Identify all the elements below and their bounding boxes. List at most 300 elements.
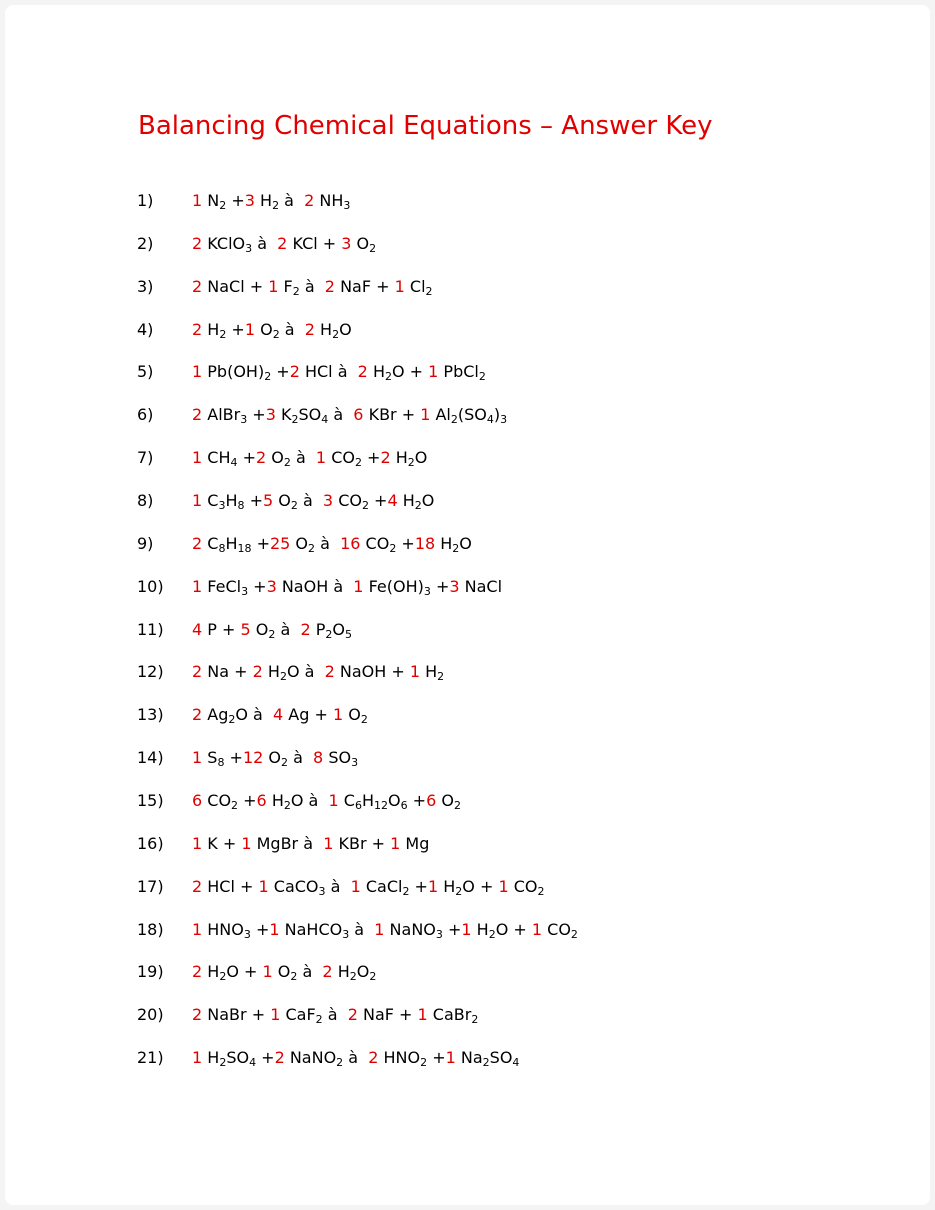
- formula-text: +: [251, 533, 270, 553]
- coefficient: 2: [192, 233, 203, 253]
- formula-text: O: [388, 790, 401, 810]
- subscript: 2: [292, 284, 300, 298]
- subscript: 4: [321, 413, 329, 427]
- subscript: 2: [402, 884, 410, 898]
- formula-text: CH: [202, 448, 231, 468]
- subscript: 3: [343, 199, 351, 212]
- subscript: 2: [482, 1056, 490, 1069]
- formula-text: Na: [455, 1048, 483, 1067]
- formula-text: SO: [323, 748, 352, 768]
- subscript: 2: [360, 713, 368, 727]
- coefficient: 5: [262, 490, 274, 510]
- coefficient: 1: [332, 705, 344, 725]
- formula-text: à: [275, 619, 301, 639]
- coefficient: 2: [368, 1048, 379, 1067]
- subscript: 2: [219, 1056, 227, 1069]
- equation-number: 1): [137, 191, 154, 210]
- subscript: 2: [452, 541, 460, 555]
- coefficient: 2: [300, 619, 311, 639]
- formula-text: H: [420, 662, 438, 682]
- equation-number: 20): [137, 1005, 164, 1025]
- equation-text: [192, 1004, 478, 1026]
- subscript: 2: [349, 970, 357, 984]
- equation-text: [192, 576, 502, 598]
- subscript: 3: [500, 413, 508, 427]
- equation-text: [192, 704, 368, 726]
- equation-number: 6): [137, 405, 154, 425]
- coefficient: 3: [449, 576, 460, 596]
- equation-text: [192, 361, 486, 383]
- formula-text: +: [244, 490, 263, 510]
- subscript: 4: [230, 456, 238, 470]
- subscript: 2: [414, 498, 422, 512]
- formula-text: O: [459, 533, 472, 553]
- formula-text: à: [299, 276, 325, 296]
- equation-number: 12): [137, 662, 164, 682]
- subscript: 2: [290, 970, 298, 984]
- formula-text: à: [322, 1005, 348, 1025]
- coefficient: 1: [192, 919, 203, 939]
- subscript: 2: [389, 541, 397, 555]
- formula-text: NaHCO: [279, 919, 343, 939]
- coefficient: 6: [426, 790, 437, 810]
- subscript: 2: [290, 498, 298, 512]
- formula-text: O: [339, 319, 352, 339]
- equation-number: 11): [137, 619, 164, 639]
- formula-text: +: [271, 362, 290, 382]
- formula-text: à: [315, 533, 341, 553]
- coefficient: 2: [324, 276, 335, 296]
- coefficient: 2: [357, 362, 368, 382]
- coefficient: 1: [192, 1048, 203, 1067]
- coefficient: 2: [289, 362, 300, 382]
- coefficient: 2: [380, 448, 391, 468]
- formula-text: O +: [226, 962, 263, 982]
- formula-text: O à: [290, 790, 329, 810]
- formula-text: CO: [508, 876, 538, 896]
- equation-text: [192, 404, 507, 426]
- formula-text: O: [290, 533, 309, 553]
- formula-text: O +: [391, 362, 429, 382]
- subscript: 3: [318, 884, 326, 898]
- formula-text: H: [262, 662, 280, 682]
- formula-text: Cl: [404, 276, 426, 296]
- formula-text: SO: [298, 405, 322, 425]
- coefficient: 2: [192, 276, 203, 296]
- formula-text: +: [368, 490, 388, 510]
- coefficient: 6: [192, 790, 203, 810]
- formula-text: NaF +: [357, 1005, 418, 1025]
- subscript: 3: [218, 498, 226, 512]
- equation-number: 2): [137, 233, 154, 253]
- coefficient: 1: [417, 1005, 428, 1025]
- subscript: 2: [231, 798, 239, 812]
- subscript: 2: [450, 413, 458, 427]
- formula-text: O: [250, 619, 269, 639]
- formula-text: +: [430, 576, 450, 596]
- equation-text: [192, 490, 434, 512]
- formula-text: à: [349, 919, 375, 939]
- subscript: 2: [280, 756, 288, 770]
- equation-text: [192, 533, 472, 555]
- equation-text: [192, 319, 352, 341]
- subscript: 2: [264, 370, 272, 384]
- coefficient: 2: [192, 533, 203, 553]
- coefficient: 1: [428, 362, 439, 382]
- coefficient: 18: [414, 533, 436, 553]
- coefficient: 2: [192, 405, 203, 425]
- subscript: 3: [435, 927, 443, 941]
- formula-text: CaCl: [360, 876, 403, 896]
- equation-text: [192, 276, 433, 298]
- coefficient: 2: [304, 319, 315, 339]
- coefficient: 2: [347, 1005, 358, 1025]
- formula-text: CaF: [280, 1005, 316, 1025]
- formula-text: AlBr: [202, 405, 241, 425]
- formula-text: O: [263, 748, 281, 768]
- equation-text: [192, 619, 352, 641]
- formula-text: KCl +: [287, 233, 342, 253]
- coefficient: 25: [269, 533, 291, 553]
- formula-text: CO: [360, 533, 390, 553]
- formula-text: O: [332, 619, 345, 639]
- subscript: 2: [361, 498, 369, 512]
- formula-text: HNO: [378, 1048, 421, 1067]
- coefficient: 1: [427, 876, 439, 896]
- coefficient: 1: [192, 576, 203, 596]
- formula-text: O +: [462, 876, 499, 896]
- subscript: 2: [471, 1013, 479, 1027]
- page-title: Balancing Chemical Equations – Answer Key: [138, 111, 713, 141]
- coefficient: 1: [461, 919, 472, 939]
- equation-text: [192, 447, 427, 469]
- formula-text: ): [493, 405, 501, 425]
- formula-text: O: [421, 490, 435, 510]
- formula-text: K: [275, 405, 292, 425]
- subscript: 5: [344, 627, 352, 641]
- formula-text: +: [248, 576, 267, 596]
- coefficient: 1: [270, 1005, 281, 1025]
- equation-number: 16): [137, 833, 164, 853]
- subscript: 3: [245, 241, 253, 255]
- formula-text: (SO: [457, 405, 487, 425]
- subscript: 4: [249, 1056, 257, 1069]
- coefficient: 1: [241, 833, 252, 853]
- formula-text: O: [356, 962, 370, 982]
- formula-text: FeCl: [202, 576, 242, 596]
- formula-text: NaOH +: [334, 662, 410, 682]
- coefficient: 2: [192, 662, 203, 682]
- subscript: 2: [369, 970, 377, 984]
- coefficient: 3: [341, 233, 352, 253]
- subscript: 2: [420, 1056, 428, 1069]
- subscript: 2: [283, 456, 291, 470]
- formula-text: Pb(OH): [202, 362, 265, 382]
- coefficient: 3: [266, 576, 277, 596]
- formula-text: CaBr: [427, 1005, 472, 1025]
- formula-text: à: [297, 962, 323, 982]
- subscript: 3: [423, 584, 431, 598]
- equation-number: 10): [137, 576, 164, 596]
- formula-text: à: [290, 448, 316, 468]
- subscript: 18: [237, 541, 252, 555]
- equation-number: 18): [137, 919, 164, 939]
- equation-number: 17): [137, 876, 164, 896]
- formula-text: KClO: [202, 233, 246, 253]
- subscript: 2: [279, 670, 287, 684]
- coefficient: 2: [252, 662, 263, 682]
- formula-text: O +: [495, 919, 532, 939]
- subscript: 3: [241, 584, 249, 598]
- coefficient: 1: [350, 876, 361, 896]
- coefficient: 4: [387, 490, 398, 510]
- formula-text: +: [238, 790, 257, 810]
- subscript: 6: [400, 798, 408, 812]
- coefficient: 3: [265, 405, 276, 425]
- equation-text: [192, 1047, 519, 1069]
- equation-number: 3): [137, 276, 154, 296]
- coefficient: 1: [328, 790, 339, 810]
- formula-text: CO: [326, 448, 355, 468]
- coefficient: 6: [256, 790, 267, 810]
- equation-text: [192, 661, 444, 683]
- formula-text: à: [297, 490, 323, 510]
- subscript: 2: [488, 927, 496, 941]
- formula-text: +: [396, 533, 415, 553]
- coefficient: 1: [244, 319, 255, 339]
- formula-text: SO: [489, 1048, 513, 1067]
- coefficient: 1: [269, 919, 280, 939]
- formula-text: NaNO: [284, 1048, 337, 1067]
- equation-number: 15): [137, 790, 164, 810]
- subscript: 8: [217, 756, 225, 770]
- formula-text: CaCO: [268, 876, 319, 896]
- equation-text: [192, 833, 429, 855]
- formula-text: +: [247, 405, 266, 425]
- formula-text: O: [273, 490, 291, 510]
- subscript: 3: [240, 413, 248, 427]
- coefficient: 3: [322, 490, 334, 510]
- formula-text: N: [202, 191, 220, 210]
- equation-number: 9): [137, 533, 154, 553]
- formula-text: H: [202, 1048, 220, 1067]
- equation-number: 19): [137, 962, 164, 982]
- formula-text: NH: [314, 191, 344, 210]
- formula-text: à: [279, 191, 305, 210]
- formula-text: P: [310, 619, 326, 639]
- formula-text: +: [226, 191, 245, 210]
- formula-text: H: [367, 362, 385, 382]
- equation-number: 13): [137, 705, 164, 725]
- formula-text: H: [435, 533, 453, 553]
- formula-text: +: [427, 1048, 446, 1067]
- subscript: 2: [437, 670, 445, 684]
- formula-text: à: [279, 319, 305, 339]
- formula-text: H: [202, 319, 220, 339]
- formula-text: NaNO: [384, 919, 436, 939]
- formula-text: +: [237, 448, 256, 468]
- formula-text: +: [407, 790, 427, 810]
- subscript: 2: [228, 713, 236, 727]
- equation-number: 5): [137, 362, 154, 382]
- formula-text: C: [202, 490, 219, 510]
- formula-text: O: [436, 790, 454, 810]
- subscript: 3: [243, 927, 251, 941]
- formula-text: O: [266, 448, 284, 468]
- equation-text: [192, 961, 376, 983]
- subscript: 3: [351, 756, 359, 770]
- coefficient: 4: [273, 705, 284, 725]
- formula-text: +: [250, 919, 270, 939]
- formula-text: P +: [202, 619, 241, 639]
- coefficient: 3: [244, 191, 255, 210]
- equation-number: 8): [137, 490, 154, 510]
- coefficient: 1: [420, 405, 431, 425]
- formula-text: Mg: [400, 833, 430, 853]
- coefficient: 2: [324, 662, 335, 682]
- subscript: 2: [384, 370, 392, 384]
- coefficient: 1: [262, 962, 273, 982]
- subscript: 2: [336, 1056, 344, 1069]
- subscript: 2: [219, 199, 227, 212]
- formula-text: KBr +: [333, 833, 391, 853]
- subscript: 2: [425, 284, 433, 298]
- formula-text: NaOH à: [276, 576, 354, 596]
- formula-text: CO: [542, 919, 571, 939]
- coefficient: 1: [374, 919, 385, 939]
- formula-text: H: [254, 191, 273, 210]
- subscript: 2: [268, 627, 276, 641]
- subscript: 3: [342, 927, 350, 941]
- formula-text: HNO: [202, 919, 244, 939]
- coefficient: 2: [192, 705, 203, 725]
- coefficient: 1: [268, 276, 279, 296]
- subscript: 6: [354, 798, 362, 812]
- coefficient: 1: [498, 876, 509, 896]
- coefficient: 2: [192, 876, 203, 896]
- formula-text: NaF +: [334, 276, 395, 296]
- formula-text: K +: [202, 833, 242, 853]
- formula-text: HCl +: [202, 876, 259, 896]
- coefficient: 2: [277, 233, 288, 253]
- subscript: 2: [332, 327, 340, 341]
- formula-text: +: [256, 1048, 275, 1067]
- formula-text: +: [224, 748, 243, 768]
- subscript: 2: [455, 884, 463, 898]
- coefficient: 2: [192, 1005, 203, 1025]
- formula-text: O: [272, 962, 291, 982]
- formula-text: H: [266, 790, 284, 810]
- equation-number: 21): [137, 1048, 164, 1067]
- subscript: 8: [237, 498, 245, 512]
- formula-text: H: [225, 533, 238, 553]
- coefficient: 1: [409, 662, 421, 682]
- subscript: 2: [537, 884, 545, 898]
- subscript: 2: [453, 798, 461, 812]
- formula-text: H: [314, 319, 333, 339]
- coefficient: 1: [192, 490, 203, 510]
- coefficient: 1: [192, 748, 203, 768]
- formula-text: à: [343, 1048, 369, 1067]
- coefficient: 2: [304, 191, 315, 210]
- coefficient: 1: [394, 276, 405, 296]
- subscript: 2: [219, 970, 227, 984]
- formula-text: +: [226, 319, 245, 339]
- subscript: 2: [272, 199, 280, 212]
- formula-text: SO: [226, 1048, 250, 1067]
- formula-text: H: [202, 962, 220, 982]
- formula-text: à: [252, 233, 278, 253]
- coefficient: 12: [242, 748, 264, 768]
- formula-text: Fe(OH): [363, 576, 424, 596]
- formula-text: H: [397, 490, 415, 510]
- formula-text: O: [343, 705, 361, 725]
- formula-text: NaCl +: [202, 276, 269, 296]
- coefficient: 8: [313, 748, 324, 768]
- formula-text: +: [409, 876, 428, 896]
- equation-text: [192, 233, 376, 255]
- formula-text: Na +: [202, 662, 253, 682]
- equation-number: 4): [137, 319, 154, 339]
- coefficient: 1: [258, 876, 269, 896]
- subscript: 2: [369, 241, 377, 255]
- coefficient: 1: [192, 362, 203, 382]
- formula-text: CO: [333, 490, 362, 510]
- coefficient: 2: [192, 319, 203, 339]
- coefficient: 4: [192, 619, 203, 639]
- subscript: 2: [291, 413, 299, 427]
- formula-text: H: [361, 790, 374, 810]
- formula-text: O: [255, 319, 273, 339]
- coefficient: 2: [274, 1048, 285, 1067]
- coefficient: 2: [322, 962, 333, 982]
- equation-number: 7): [137, 448, 154, 468]
- formula-text: H: [332, 962, 350, 982]
- coefficient: 2: [192, 962, 203, 982]
- coefficient: 1: [445, 1048, 456, 1067]
- formula-text: O à: [286, 662, 325, 682]
- coefficient: 1: [192, 833, 203, 853]
- equation-text: [192, 876, 544, 898]
- formula-text: C: [202, 533, 219, 553]
- equation-number: 14): [137, 748, 164, 768]
- equation-text: [192, 747, 358, 769]
- formula-text: à: [328, 405, 354, 425]
- formula-text: +: [361, 448, 381, 468]
- formula-text: NaCl: [459, 576, 503, 596]
- formula-text: KBr +: [363, 405, 421, 425]
- formula-text: NaBr +: [202, 1005, 271, 1025]
- formula-text: +: [442, 919, 462, 939]
- formula-text: CO: [202, 790, 232, 810]
- formula-text: F: [278, 276, 293, 296]
- formula-text: H: [471, 919, 489, 939]
- subscript: 4: [512, 1056, 520, 1069]
- subscript: 4: [486, 413, 494, 427]
- subscript: 12: [374, 798, 388, 812]
- subscript: 2: [570, 927, 578, 941]
- formula-text: H: [438, 876, 456, 896]
- formula-text: PbCl: [438, 362, 479, 382]
- coefficient: 1: [192, 191, 203, 210]
- subscript: 2: [283, 798, 291, 812]
- subscript: 2: [478, 370, 486, 384]
- subscript: 2: [325, 627, 333, 641]
- subscript: 2: [272, 327, 280, 341]
- subscript: 2: [354, 456, 362, 470]
- formula-text: S: [202, 748, 218, 768]
- formula-text: H: [225, 490, 238, 510]
